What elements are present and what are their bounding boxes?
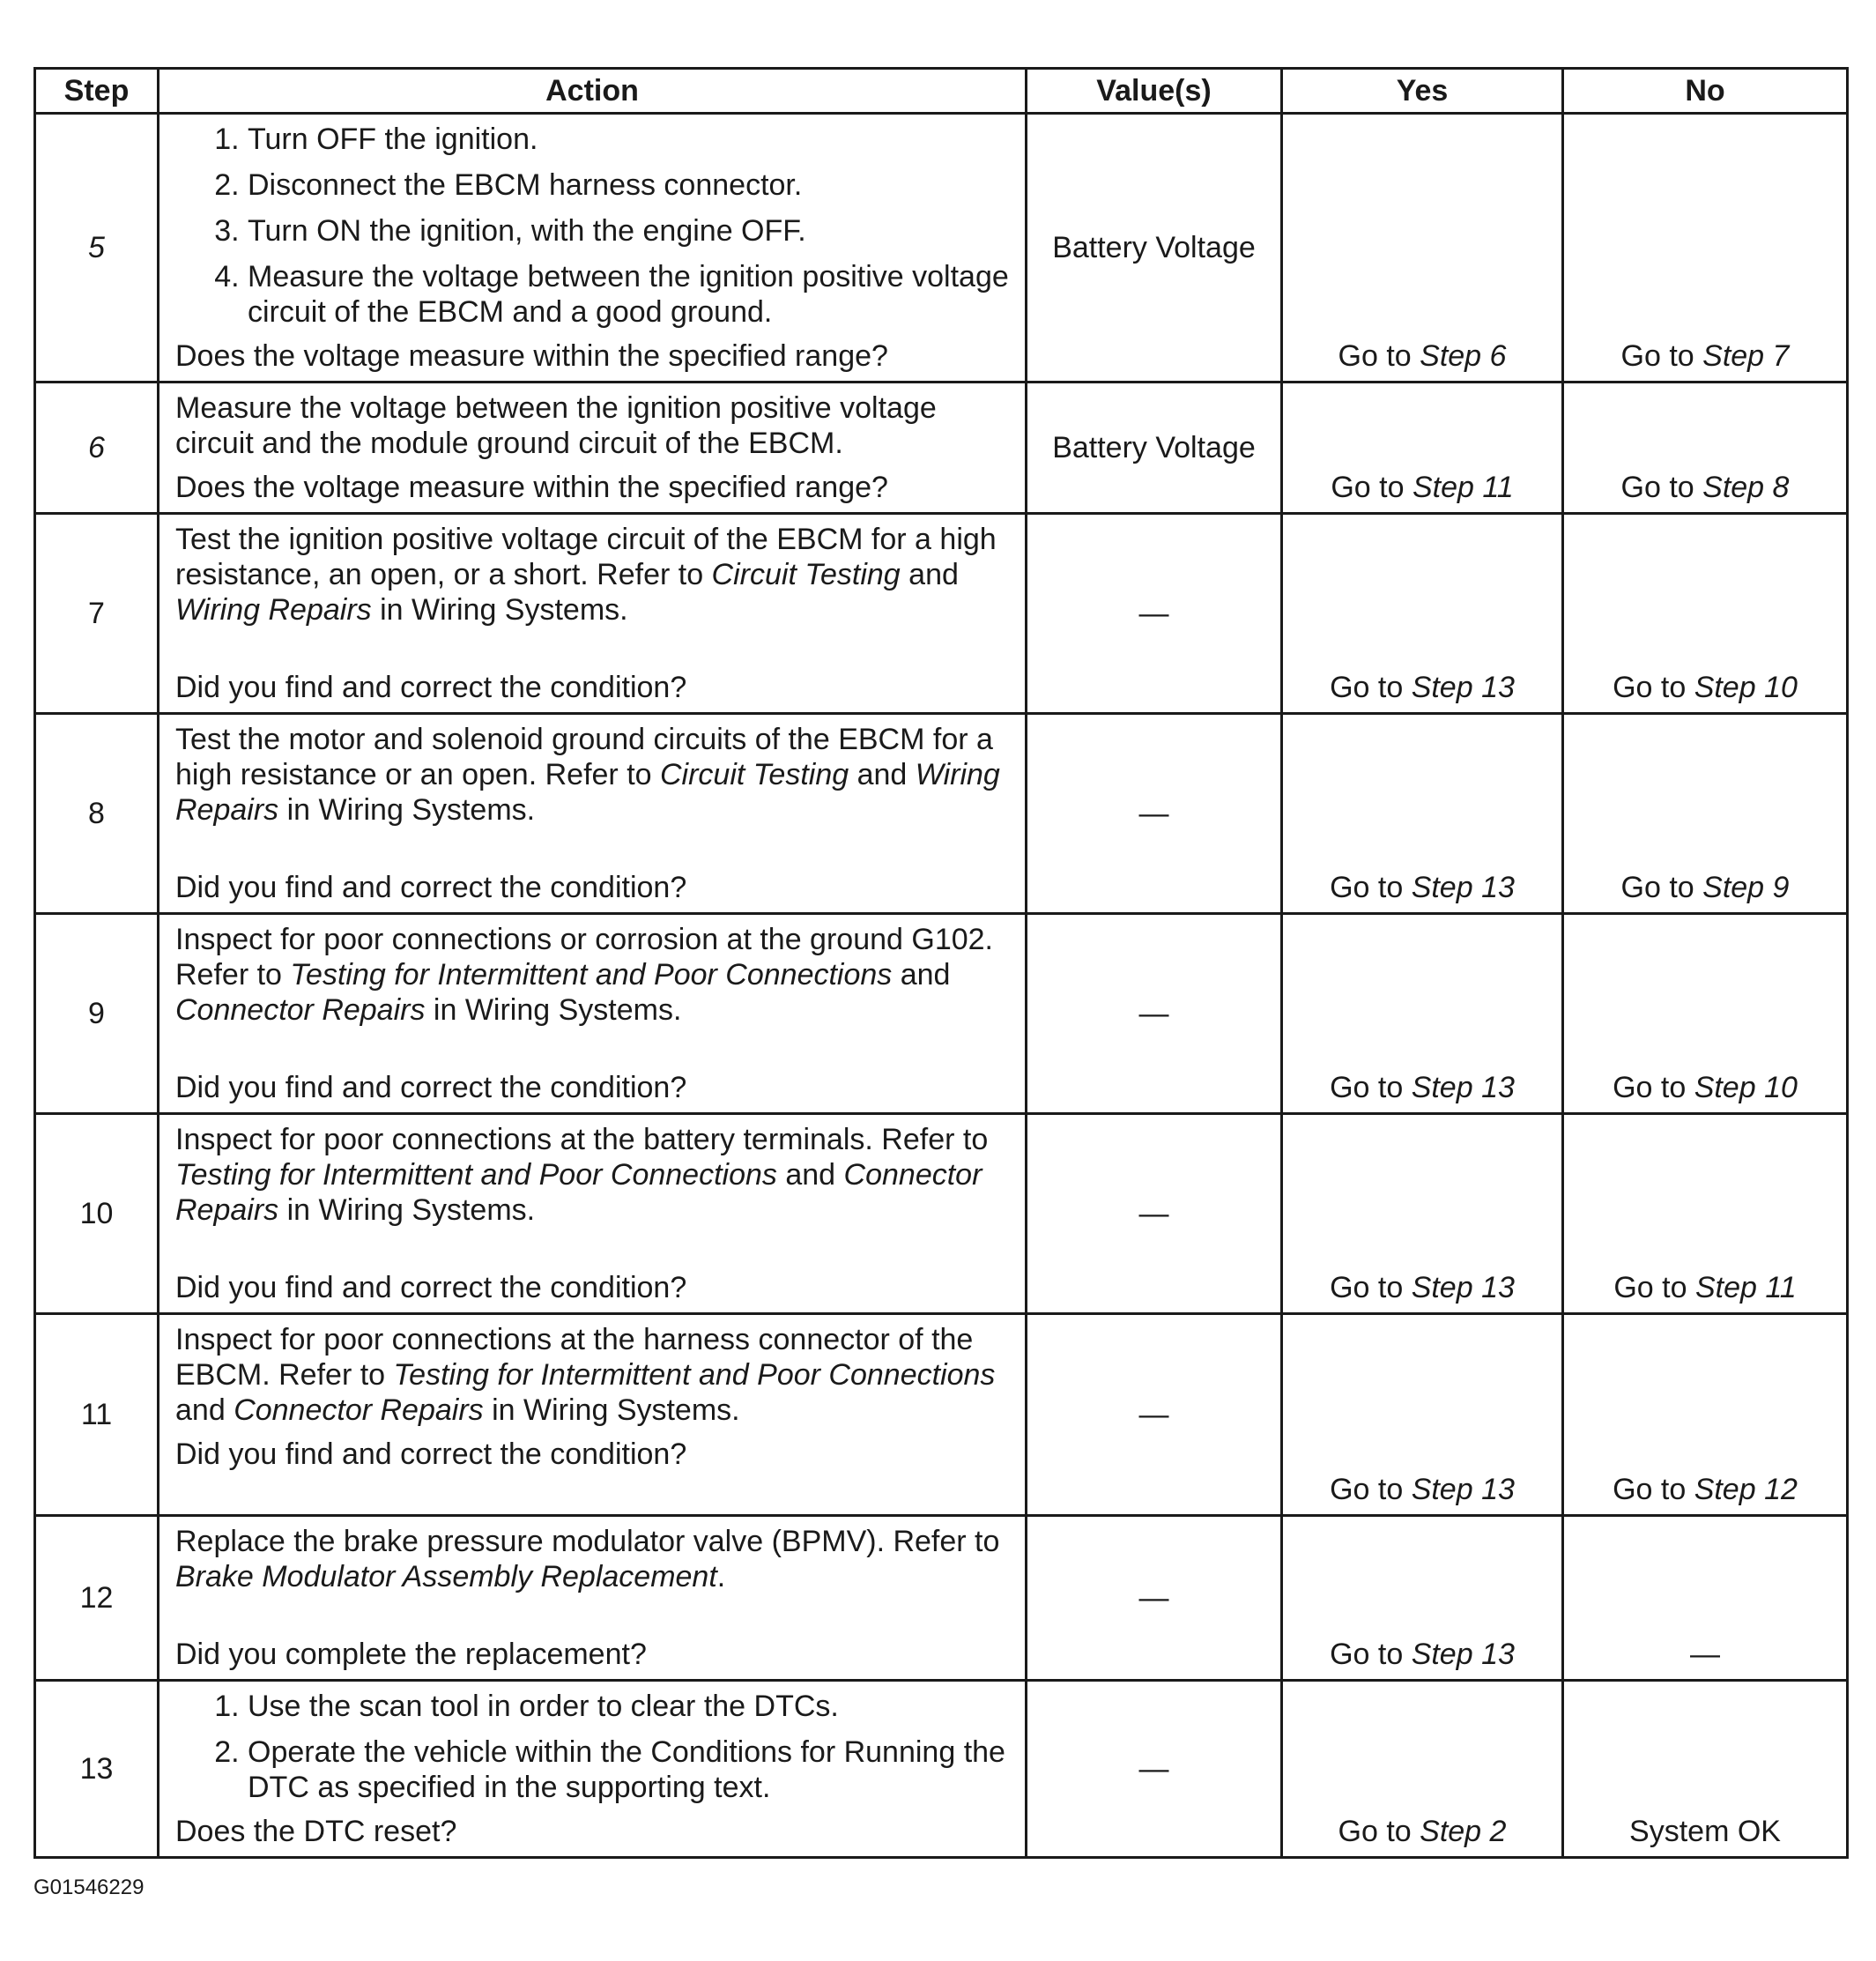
- yes-prefix: Go to: [1330, 871, 1412, 904]
- no-step-link[interactable]: Step 9: [1702, 871, 1790, 904]
- value-cell: [1027, 1314, 1282, 1516]
- no-dash: —: [1690, 1638, 1720, 1671]
- value-cell: [1027, 383, 1282, 514]
- action-text-part: Replace the brake pressure modulator valve (BPMV). Refer to: [175, 1525, 1000, 1558]
- step-number: 5: [35, 114, 159, 383]
- action-ref-link[interactable]: Wiring Repairs: [175, 758, 1000, 827]
- yes-step-link[interactable]: Step 11: [1412, 471, 1514, 504]
- action-ref-link[interactable]: Circuit Testing: [660, 758, 849, 791]
- yes-cell: [1282, 914, 1563, 1114]
- table-body: [35, 114, 1848, 1858]
- no-cell: [1563, 1516, 1848, 1681]
- no-cell: [1563, 383, 1848, 514]
- action-list-item: 1. Use the scan tool in order to clear the DTCs.: [248, 1689, 1009, 1724]
- value-dash: —: [1138, 1752, 1169, 1786]
- table-row: [35, 714, 1848, 914]
- action-cell: [159, 114, 1027, 383]
- action-question: Did you find and correct the condition?: [175, 1271, 687, 1304]
- action-text-part: Inspect for poor connections or corrosion at the ground G102. Refer to: [175, 923, 993, 992]
- yes-step-link[interactable]: Step 6: [1420, 339, 1507, 373]
- action-text-part: Test the motor and solenoid ground circuits of the EBCM for a high resistance or an open. Refer to: [175, 723, 993, 791]
- action-text-part: in Wiring Systems.: [371, 593, 628, 627]
- value-dash: —: [1138, 597, 1169, 630]
- action-question: Does the voltage measure within the specified range?: [175, 471, 888, 504]
- value-dash: —: [1138, 1398, 1169, 1431]
- no-step-link[interactable]: Step 10: [1694, 1071, 1798, 1104]
- value-text: Battery Voltage: [1052, 231, 1256, 264]
- action-text-part: and: [849, 758, 916, 791]
- step-number: 11: [35, 1314, 159, 1516]
- step-number: 12: [35, 1516, 159, 1681]
- action-text-part: in Wiring Systems.: [483, 1393, 740, 1427]
- step-number: 10: [35, 1114, 159, 1314]
- no-result-text: System OK: [1629, 1815, 1781, 1848]
- action-text-part: and: [900, 558, 959, 591]
- value-dash: —: [1138, 1197, 1169, 1230]
- table-row: [35, 914, 1848, 1114]
- action-cell: [159, 914, 1027, 1114]
- action-text-part: and: [776, 1158, 844, 1192]
- action-question: Does the DTC reset?: [175, 1815, 457, 1848]
- action-cell: [159, 714, 1027, 914]
- action-list-item: 1. Turn OFF the ignition.: [248, 122, 1009, 157]
- table-row: [35, 1114, 1848, 1314]
- action-ref-link[interactable]: Wiring Repairs: [175, 593, 372, 627]
- table-row: [35, 1314, 1848, 1516]
- action-question: Did you find and correct the condition?: [175, 671, 687, 704]
- action-question: Did you complete the replacement?: [175, 1638, 647, 1671]
- step-number: 6: [35, 383, 159, 514]
- table-row: [35, 1516, 1848, 1681]
- yes-cell: [1282, 1314, 1563, 1516]
- no-cell: [1563, 1314, 1848, 1516]
- no-prefix: Go to: [1613, 671, 1694, 704]
- action-list-item: 3. Turn ON the ignition, with the engine OFF.: [248, 213, 1009, 249]
- no-prefix: Go to: [1613, 1271, 1695, 1304]
- yes-cell: [1282, 714, 1563, 914]
- no-step-link[interactable]: Step 11: [1694, 1271, 1797, 1304]
- action-text-part: and: [175, 1393, 234, 1427]
- no-cell: [1563, 914, 1848, 1114]
- action-question: Did you find and correct the condition?: [175, 1071, 687, 1104]
- yes-cell: [1282, 514, 1563, 714]
- no-cell: [1563, 114, 1848, 383]
- action-ref-link[interactable]: Connector Repairs: [234, 1393, 484, 1427]
- step-number: 8: [35, 714, 159, 914]
- yes-prefix: Go to: [1330, 1638, 1412, 1671]
- step-number: 7: [35, 514, 159, 714]
- value-cell: [1027, 114, 1282, 383]
- figure-id: G01546229: [33, 1876, 145, 1899]
- step-number: 13: [35, 1681, 159, 1858]
- yes-step-link[interactable]: Step 2: [1420, 1815, 1507, 1848]
- action-text: [175, 1322, 1009, 1428]
- action-ref-link[interactable]: Testing for Intermittent and Poor Connections: [290, 958, 893, 992]
- value-cell: [1027, 914, 1282, 1114]
- value-dash: —: [1138, 797, 1169, 830]
- yes-step-link[interactable]: Step 13: [1411, 1271, 1515, 1304]
- yes-cell: [1282, 1114, 1563, 1314]
- no-prefix: Go to: [1620, 471, 1703, 504]
- action-cell: [159, 1114, 1027, 1314]
- diagnostic-table: [33, 67, 1849, 1859]
- header-values: Value(s): [1027, 69, 1282, 114]
- table-row: [35, 1681, 1848, 1858]
- table-row: [35, 383, 1848, 514]
- action-ref-link[interactable]: Connector Repairs: [175, 993, 426, 1027]
- action-cell: [159, 1681, 1027, 1858]
- action-list-item: 2. Disconnect the EBCM harness connector.: [248, 167, 1009, 203]
- header-action: Action: [159, 69, 1027, 114]
- action-text-part: Test the ignition positive voltage circuit of the EBCM for a high resistance, an open, or a short. Refer to: [175, 523, 997, 591]
- yes-step-link[interactable]: Step 13: [1411, 1071, 1515, 1104]
- value-cell: [1027, 1681, 1282, 1858]
- no-cell: [1563, 714, 1848, 914]
- value-cell: [1027, 1516, 1282, 1681]
- no-step-link[interactable]: Step 12: [1694, 1473, 1798, 1506]
- action-ref-link[interactable]: Testing for Intermittent and Poor Connections: [175, 1158, 777, 1192]
- value-text: Battery Voltage: [1052, 431, 1256, 464]
- yes-prefix: Go to: [1330, 1071, 1412, 1104]
- header-row: [35, 69, 1848, 114]
- header-no: No: [1563, 69, 1848, 114]
- action-list: [175, 122, 1009, 330]
- yes-prefix: Go to: [1330, 1271, 1412, 1304]
- action-text: [175, 922, 1009, 1028]
- yes-prefix: Go to: [1330, 671, 1412, 704]
- action-question: Did you find and correct the condition?: [175, 1437, 687, 1471]
- value-cell: [1027, 714, 1282, 914]
- yes-prefix: Go to: [1338, 1815, 1420, 1848]
- action-text: [175, 722, 1009, 828]
- yes-step-link[interactable]: Step 13: [1411, 1473, 1515, 1506]
- value-cell: [1027, 1114, 1282, 1314]
- yes-step-link[interactable]: Step 13: [1411, 871, 1515, 904]
- action-text-part: in Wiring Systems.: [278, 1193, 536, 1227]
- action-ref-link[interactable]: Brake Modulator Assembly Replacement: [175, 1560, 717, 1593]
- action-ref-link[interactable]: Testing for Intermittent and Poor Connections: [393, 1358, 996, 1392]
- action-cell: [159, 1314, 1027, 1516]
- action-text-part: and: [892, 958, 951, 992]
- action-ref-link[interactable]: Connector Repairs: [175, 1158, 982, 1227]
- yes-cell: [1282, 383, 1563, 514]
- yes-step-link[interactable]: Step 13: [1411, 1638, 1515, 1671]
- no-prefix: Go to: [1613, 1473, 1694, 1506]
- table-row: [35, 114, 1848, 383]
- action-text-part: in Wiring Systems.: [278, 793, 536, 827]
- yes-step-link[interactable]: Step 13: [1411, 671, 1515, 704]
- action-cell: [159, 1516, 1027, 1681]
- action-text: [175, 1122, 1009, 1228]
- no-prefix: Go to: [1620, 339, 1703, 373]
- no-cell: [1563, 1114, 1848, 1314]
- action-text: [175, 1524, 1009, 1594]
- header-step: Step: [35, 69, 159, 114]
- action-ref-link[interactable]: Circuit Testing: [711, 558, 901, 591]
- action-cell: [159, 514, 1027, 714]
- action-text: [175, 522, 1009, 628]
- action-list-item: 4. Measure the voltage between the ignition positive voltage circuit of the EBCM and a good ground.: [248, 259, 1009, 330]
- yes-prefix: Go to: [1338, 339, 1420, 373]
- table-row: [35, 514, 1848, 714]
- action-question: Does the voltage measure within the specified range?: [175, 339, 888, 373]
- no-cell: [1563, 514, 1848, 714]
- action-text-part: .: [716, 1560, 726, 1593]
- value-dash: —: [1138, 1581, 1169, 1615]
- action-text-part: Inspect for poor connections at the battery terminals. Refer to: [175, 1123, 989, 1156]
- no-prefix: Go to: [1613, 1071, 1694, 1104]
- value-dash: —: [1138, 997, 1169, 1030]
- yes-prefix: Go to: [1331, 471, 1413, 504]
- value-cell: [1027, 514, 1282, 714]
- action-cell: [159, 383, 1027, 514]
- header-yes: Yes: [1282, 69, 1563, 114]
- no-step-link[interactable]: Step 8: [1702, 471, 1790, 504]
- yes-cell: [1282, 1681, 1563, 1858]
- yes-prefix: Go to: [1330, 1473, 1412, 1506]
- no-step-link[interactable]: Step 10: [1694, 671, 1798, 704]
- yes-cell: [1282, 114, 1563, 383]
- action-question: Did you find and correct the condition?: [175, 871, 687, 904]
- action-text-part: in Wiring Systems.: [425, 993, 682, 1027]
- yes-cell: [1282, 1516, 1563, 1681]
- no-prefix: Go to: [1620, 871, 1703, 904]
- step-number: 9: [35, 914, 159, 1114]
- action-text-part: Inspect for poor connections at the harness connector of the EBCM. Refer to: [175, 1323, 974, 1392]
- action-list: [175, 1689, 1009, 1805]
- no-step-link[interactable]: Step 7: [1702, 339, 1790, 373]
- action-text: Measure the voltage between the ignition positive voltage circuit and the module ground circuit of the EBCM.: [175, 391, 937, 460]
- no-cell: [1563, 1681, 1848, 1858]
- action-list-item: 2. Operate the vehicle within the Conditions for Running the DTC as specified in the supporting text.: [248, 1734, 1009, 1805]
- table-header: [35, 69, 1848, 114]
